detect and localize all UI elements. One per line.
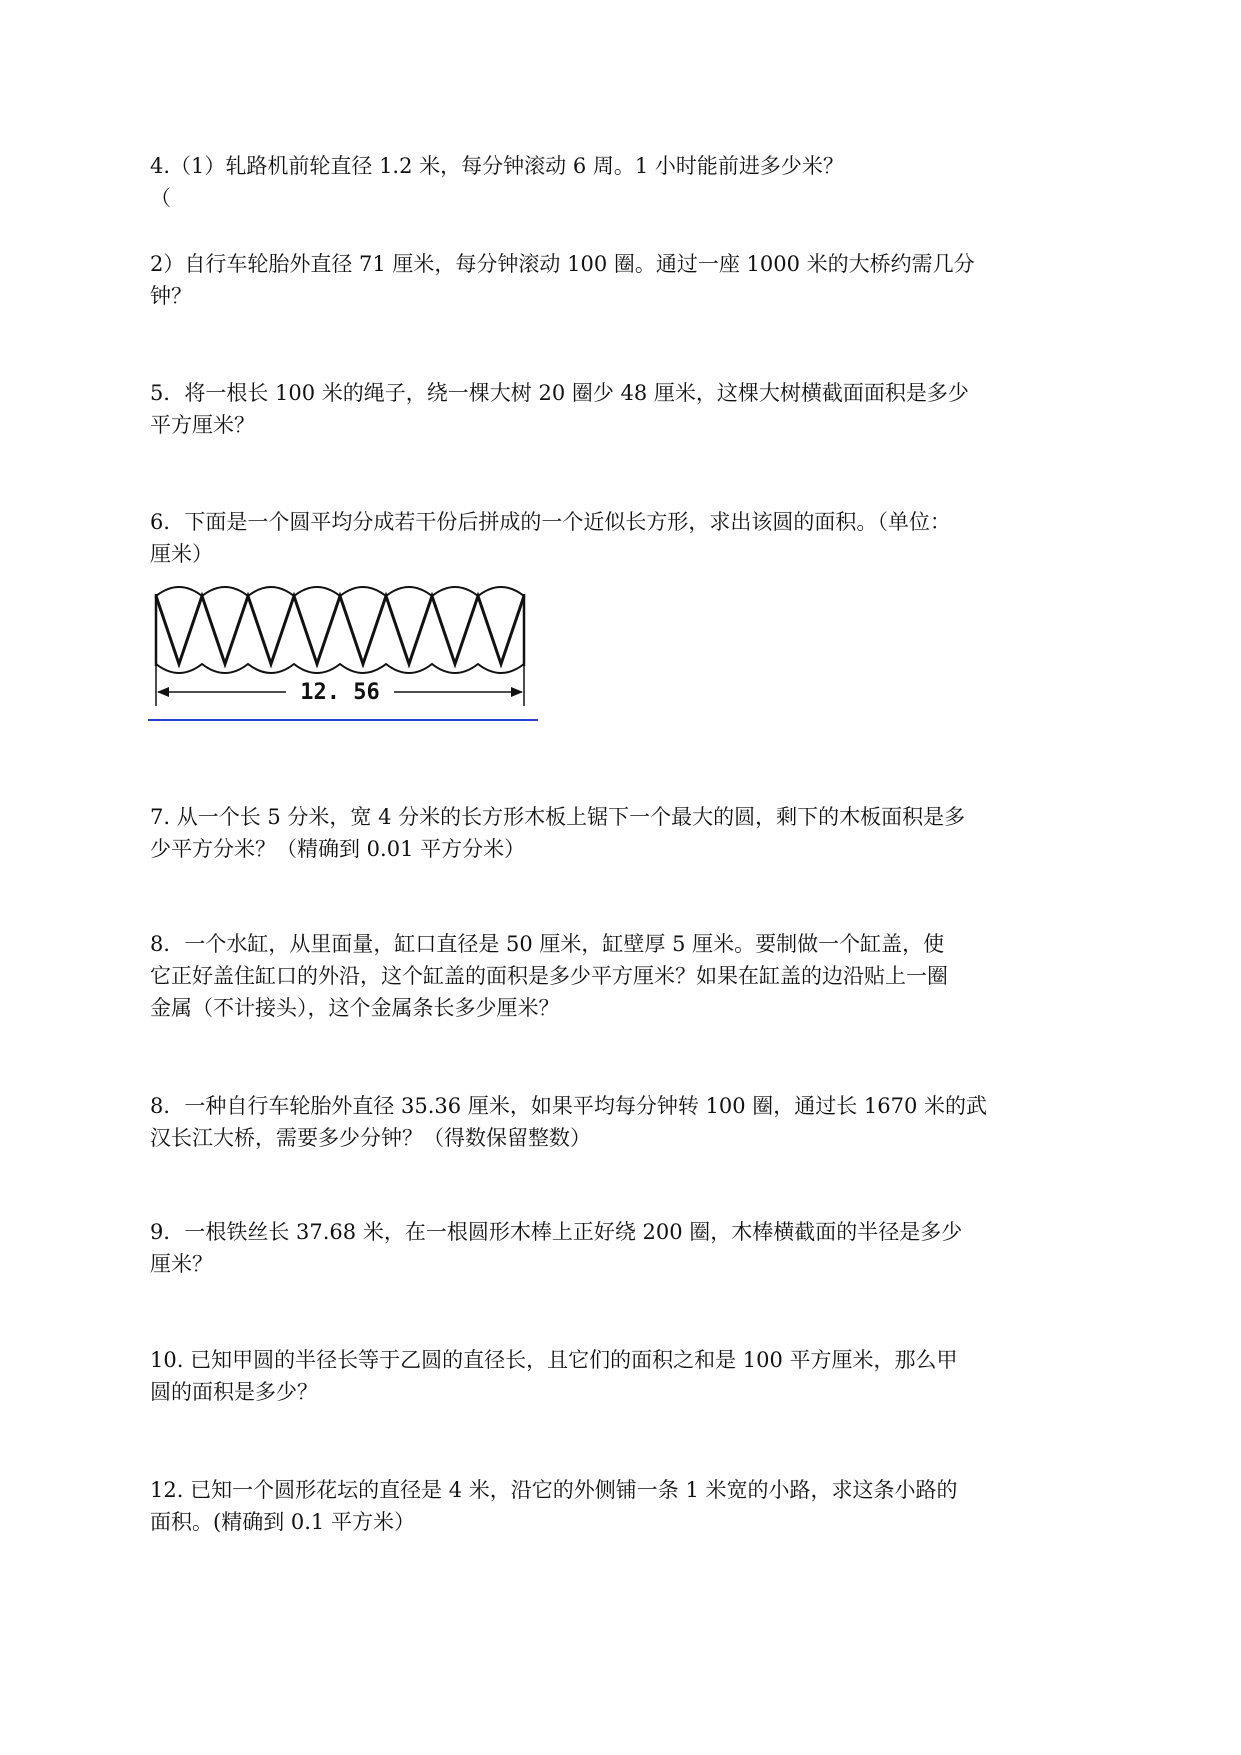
problem-8-cover-line1: 8．一个水缸，从里面量，缸口直径是 50 厘米，缸壁厚 5 厘米。要制做一个缸盖，使	[150, 932, 945, 956]
problem-9-line1: 9．一根铁丝长 37.68 米，在一根圆形木棒上正好绕 200 圈，木棒横截面的半径是多少	[150, 1220, 963, 1244]
problem-8-bike-line2: 汉长江大桥，需要多少分钟？（得数保留整数）	[150, 1126, 591, 1150]
problem-5-line1: 5．将一根长 100 米的绳子，绕一棵大树 20 圈少 48 厘米，这棵大树横截面面积是多少	[150, 381, 969, 405]
dimension-arrow-right	[511, 687, 523, 697]
problem-4-2-line1: 2）自行车轮胎外直径 71 厘米，每分钟滚动 100 圈。通过一座 1000 米的大桥约需几分	[150, 252, 975, 276]
problem-5-line2: 平方厘米？	[150, 413, 255, 437]
problem-4-2-line2: 钟？	[150, 284, 192, 308]
problem-12-line2: 面积。(精确到 0.1 平方米）	[150, 1510, 415, 1534]
figure-underline	[148, 719, 538, 721]
problem-12-line1: 12. 已知一个圆形花坛的直径是 4 米，沿它的外侧铺一条 1 米宽的小路，求这条小路的	[150, 1478, 958, 1502]
problem-7-line2: 少平方分米？（精确到 0.01 平方分米）	[150, 837, 526, 861]
problem-9-line2: 厘米？	[150, 1252, 213, 1276]
problem-4-1-line1: 4.（1）轧路机前轮直径 1.2 米，每分钟滚动 6 周。1 小时能前进多少米？	[150, 154, 844, 178]
sector-zigzag	[156, 596, 524, 664]
problem-6-line2: 厘米）	[150, 542, 213, 566]
problem-8-cover-line3: 金属（不计接头），这个金属条长多少厘米？	[150, 996, 560, 1020]
problem-8-cover-line2: 它正好盖住缸口的外沿，这个缸盖的面积是多少平方厘米？如果在缸盖的边沿贴上一圈	[150, 964, 948, 988]
circle-rearranged-rectangle-figure	[148, 582, 538, 724]
problem-4-1-line2: （	[150, 186, 171, 210]
problem-6-line1: 6．下面是一个圆平均分成若干份后拼成的一个近似长方形，求出该圆的面积。（单位：	[150, 510, 951, 534]
problem-10-line2: 圆的面积是多少？	[150, 1380, 318, 1404]
problem-8-bike-line1: 8．一种自行车轮胎外直径 35.36 厘米，如果平均每分钟转 100 圈，通过长 1670 米的武	[150, 1094, 988, 1118]
bottom-arc-edge	[156, 664, 524, 673]
dimension-arrow-left	[157, 687, 169, 697]
figure-drawing	[148, 582, 538, 724]
problem-10-line1: 10. 已知甲圆的半径长等于乙圆的直径长，且它们的面积之和是 100 平方厘米，那么甲	[150, 1348, 958, 1372]
problem-7-line1: 7. 从一个长 5 分米，宽 4 分米的长方形木板上锯下一个最大的圆，剩下的木板面积是多	[150, 805, 966, 829]
length-label: 12. 56	[300, 680, 380, 705]
